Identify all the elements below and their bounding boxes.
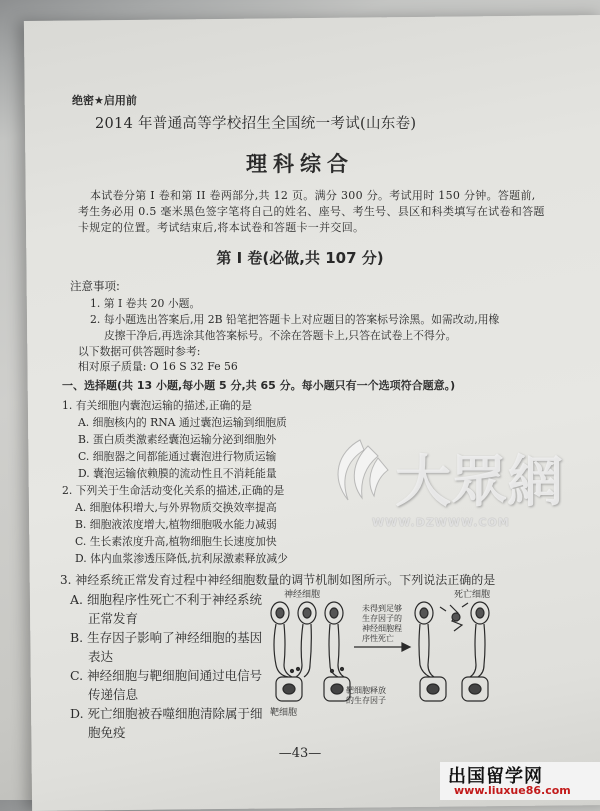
q2-stem: 2. 下列关于生命活动变化关系的描述,正确的是 (62, 484, 285, 497)
watermark-text: 大眾網 (395, 449, 563, 515)
q3-option-a-line1: A. 细胞程序性死亡不利于神经系统 (70, 592, 262, 607)
q2-option-d: D. 体内血浆渗透压降低,抗利尿激素释放减少 (75, 552, 288, 565)
q1-option-b: B. 蛋白质类激素经囊泡运输分泌到细胞外 (78, 433, 277, 446)
q3-option-b-line2: 表达 (88, 649, 114, 664)
diagram-dead-label: 死亡细胞 (454, 590, 491, 600)
brand-url: www.liuxue86.com (454, 784, 571, 797)
watermark-url: WWW.DZWWW.COM (372, 516, 510, 529)
q2-option-c: C. 生长素浓度升高,植物细胞生长速度加快 (75, 535, 277, 548)
q3-option-b-line1: B. 生存因子影响了神经细胞的基因 (70, 630, 263, 645)
neuron-cell-left-3 (325, 602, 344, 677)
diagram-arrow-note-3: 神经细胞程 (362, 624, 402, 633)
q3-option-c-line1: C. 神经细胞与靶细胞间通过电信号 (70, 668, 263, 683)
q2-option-b: B. 细胞液浓度增大,植物细胞吸水能力减弱 (75, 518, 277, 531)
section-heading: 一、选择题(共 13 小题,每小题 5 分,共 65 分。每小题只有一个选项符合题意。) (62, 379, 456, 392)
neuron-diagram (262, 585, 502, 729)
q1-option-c: C. 细胞器之间都能通过囊泡进行物质运输 (78, 450, 277, 463)
neuron-cell-right-1 (415, 602, 434, 677)
q3-option-a-line2: 正常发育 (88, 611, 139, 626)
notes-heading: 注意事项: (70, 279, 120, 293)
diagram-factor-label-2: 的生存因子 (346, 696, 386, 705)
page-number: —43— (278, 746, 322, 761)
intro-line-2: 考生务必用 0.5 毫米黑色签字笔将自己的姓名、座号、考生号、县区和科类填写在试卷和答题 (78, 205, 545, 218)
diagram-target-label: 靶细胞 (270, 708, 298, 718)
diagram-arrow-note-1: 未得到足够 (362, 604, 402, 613)
diagram-neuron-label: 神经细胞 (284, 590, 321, 600)
q1-option-a: A. 细胞核内的 RNA 通过囊泡运输到细胞质 (78, 416, 287, 429)
brand-name: 出国留学网 (448, 766, 543, 787)
intro-line-3: 卡规定的位置。考试结束后,将本试卷和答题卡一并交回。 (78, 221, 365, 234)
volume-heading: 第 I 卷(必做,共 107 分) (216, 249, 384, 267)
subject-title: 理科综合 (246, 152, 354, 176)
note-item-2a: 2. 每小题选出答案后,用 2B 铅笔把答题卡上对应题目的答案标号涂黑。如需改动,用橡 (90, 313, 500, 326)
exam-title: 2014 年普通高等学校招生全国统一考试(山东卷) (95, 116, 417, 132)
watermark-logo-icon (320, 432, 400, 512)
q1-option-d: D. 囊泡运输依赖膜的流动性且不消耗能量 (78, 467, 277, 480)
note-ref: 以下数据可供答题时参考: (78, 345, 201, 358)
neuron-cell-right-2 (470, 602, 489, 677)
q3-stem: 3. 神经系统正常发育过程中神经细胞数量的调节机制如图所示。下列说法正确的是 (60, 573, 496, 587)
q3-option-d-line1: D. 死亡细胞被吞噬细胞清除属于细 (70, 706, 263, 721)
neuron-cell-right-dead (440, 603, 468, 631)
neuron-cell-left-2 (296, 602, 316, 677)
note-item-2b: 皮擦干净后,再选涂其他答案标号。不涂在答题卡上,只答在试卷上不得分。 (104, 329, 457, 342)
q3-option-d-line2: 胞免疫 (88, 725, 126, 740)
secret-mark: 绝密★启用前 (72, 94, 137, 107)
note-atoms: 相对原子质量: O 16 S 32 Fe 56 (78, 360, 238, 373)
diagram-arrow-note-2: 生存因子的 (362, 614, 402, 623)
intro-line-1: 本试卷分第 I 卷和第 II 卷两部分,共 12 页。满分 300 分。考试用时 150 分钟。答题前, (90, 189, 536, 202)
neuron-cell-left-1 (271, 602, 292, 677)
brand-watermark (440, 762, 600, 800)
note-item-1: 1. 第 I 卷共 20 小题。 (90, 297, 201, 310)
q2-option-a: A. 细胞体积增大,与外界物质交换效率提高 (75, 501, 277, 514)
diagram-arrow-note-4: 序性死亡 (362, 634, 394, 643)
q1-stem: 1. 有关细胞内囊泡运输的描述,正确的是 (62, 399, 252, 412)
diagram-factor-label-1: 靶细胞释放 (346, 686, 386, 695)
q3-option-c-line2: 传递信息 (88, 687, 139, 702)
